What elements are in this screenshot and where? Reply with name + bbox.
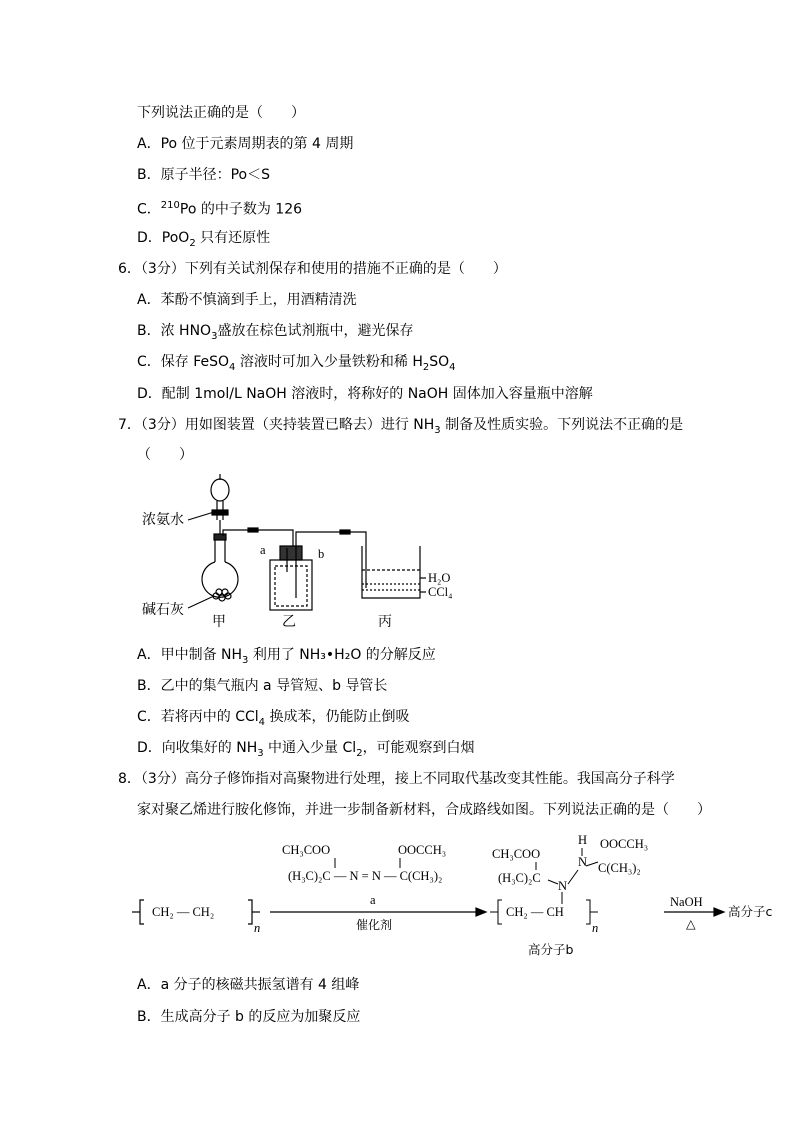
q8-stem-line1: 8．（3分）高分子修饰指对高聚物进行处理，接上不同取代基改变其性能。我国高分子科学 — [118, 771, 675, 787]
q5-option-d — [137, 229, 270, 253]
product-b-label: 高分子b — [528, 942, 574, 957]
round-bottom-flask-icon — [202, 534, 238, 601]
q5-option-b — [137, 166, 270, 184]
label-a: a — [260, 543, 266, 557]
repeat-n: n — [254, 921, 261, 935]
subscript: 3 — [257, 747, 264, 759]
beaker-icon — [362, 546, 426, 598]
label-ammonia-water: 浓氨水 — [142, 512, 184, 528]
option-text: C．若将丙中的 CCl — [137, 709, 259, 725]
reagent-azo-core: (H₃C)₂C — N = N — C(CH₃)₂ — [288, 869, 443, 883]
heat-symbol: △ — [686, 917, 696, 931]
subscript: 4 — [449, 361, 456, 373]
option-prefix: D． — [137, 230, 162, 246]
product-c-label: 高分子c — [728, 904, 773, 919]
reagent-acetoxy-left: CH₃COO — [282, 843, 331, 857]
option-prefix: C． — [137, 201, 161, 218]
option-text: C．保存 FeSO — [137, 354, 230, 370]
q5-option-c — [137, 197, 302, 219]
label-b: b — [318, 547, 325, 561]
q7-option-c — [137, 708, 410, 732]
option-text: 原子半径：Po＜S — [160, 167, 271, 183]
q5-stem: 下列说法正确的是（ ） — [137, 105, 305, 121]
subscript: 2 — [422, 361, 430, 373]
product-c-left: (H₃C)₂C — [498, 871, 541, 885]
label-ccl4: CCl₄ — [428, 585, 453, 599]
q8-stem-line2: 家对聚乙烯进行胺化修饰，并进一步制备新材料，合成路线如图。下列说法正确的是（ ） — [137, 802, 711, 818]
synthesis-scheme — [130, 828, 790, 964]
hydrolysis-arrow-icon — [664, 908, 724, 916]
label-soda-lime: 碱石灰 — [142, 602, 184, 618]
q6-option-a: A．苯酚不慎滴到手上，用酒精清洗 — [137, 292, 357, 308]
product-acetoxy-left: CH₃COO — [492, 847, 541, 861]
subscript: 2 — [356, 747, 363, 759]
q6-option-b — [137, 322, 413, 346]
option-text: 换成苯，仍能防止倒吸 — [265, 709, 410, 725]
reagent-label-a: a — [370, 893, 376, 907]
option-text: Po 的中子数为 126 — [179, 201, 303, 218]
option-text: 只有还原性 — [195, 230, 271, 246]
q8-option-a: A．a 分子的核磁共振氢谱有 4 组峰 — [137, 977, 360, 993]
q7-stem — [118, 416, 683, 440]
stem-text: 7．（3分）用如图装置（夹持装置已略去）进行 NH — [118, 417, 435, 433]
polyethylene-formula: CH₂ — CH₂ — [152, 905, 215, 919]
q7-option-a — [137, 646, 436, 670]
product-n-upper: N — [578, 855, 588, 869]
subscript: 4 — [258, 716, 266, 728]
gas-collection-bottle-icon — [270, 530, 366, 610]
label-h2o: H₂O — [428, 571, 451, 585]
q8-option-b: B．生成高分子 b 的反应为加聚反应 — [137, 1009, 361, 1025]
option-text: 盛放在棕色试剂瓶中，避光保存 — [217, 323, 414, 339]
q6-option-c — [137, 353, 456, 377]
subscript: 2 — [189, 237, 196, 249]
option-text: 利用了 NH₃•H₂O 的分解反应 — [248, 647, 436, 663]
option-prefix: A． — [137, 136, 161, 152]
q6-option-d: D．配制 1mol/L NaOH 溶液时，将称好的 NaOH 固体加入容量瓶中溶解 — [137, 386, 593, 402]
repeat-n-product: n — [592, 921, 599, 935]
reagent-acetoxy-right: OOCCH₃ — [398, 843, 447, 857]
subscript: 3 — [211, 330, 218, 342]
label-jia: 甲 — [212, 614, 226, 630]
catalyst-label: 催化剂 — [356, 918, 393, 932]
option-text: 溶液时可加入少量铁粉和稀 H — [235, 354, 423, 370]
subscript: 3 — [242, 654, 249, 666]
reaction-arrow-icon — [270, 908, 486, 916]
subscript: 4 — [229, 361, 236, 373]
q5-option-a — [137, 135, 353, 153]
product-backbone: CH₂ — CH — [506, 905, 564, 919]
option-text: 中通入少量 Cl — [263, 740, 357, 756]
option-text: Po 位于元素周期表的第 4 周期 — [160, 136, 354, 152]
stem-text: 制备及性质实验。下列说法不正确的是 — [440, 417, 684, 433]
option-text: A．甲中制备 NH — [137, 647, 243, 663]
label-bing: 丙 — [378, 614, 392, 630]
mass-number: 210 — [160, 200, 180, 211]
option-text: SO — [429, 354, 450, 370]
subscript: 3 — [434, 424, 441, 436]
option-text: B．浓 HNO — [137, 323, 212, 339]
q7-answer-paren: （ ） — [137, 447, 193, 463]
q6-stem: 6．（3分）下列有关试剂保存和使用的措施不正确的是（ ） — [118, 261, 507, 277]
option-text: PoO — [161, 230, 190, 246]
apparatus-figure — [130, 470, 460, 630]
naoh-label: NaOH — [670, 895, 703, 909]
product-acetoxy-right: OOCCH₃ — [600, 837, 649, 851]
option-text: D．向收集好的 NH — [137, 740, 258, 756]
option-prefix: B． — [137, 167, 161, 183]
q7-option-d — [137, 739, 475, 763]
product-c-right: C(CH₃)₂ — [598, 861, 641, 875]
q7-option-b: B．乙中的集气瓶内 a 导管短、b 导管长 — [137, 678, 388, 694]
label-yi: 乙 — [282, 614, 296, 630]
product-n-lower: N — [558, 879, 568, 893]
separatory-funnel-icon — [211, 474, 229, 536]
option-text: ，可能观察到白烟 — [362, 740, 475, 756]
product-h: H — [578, 833, 588, 847]
